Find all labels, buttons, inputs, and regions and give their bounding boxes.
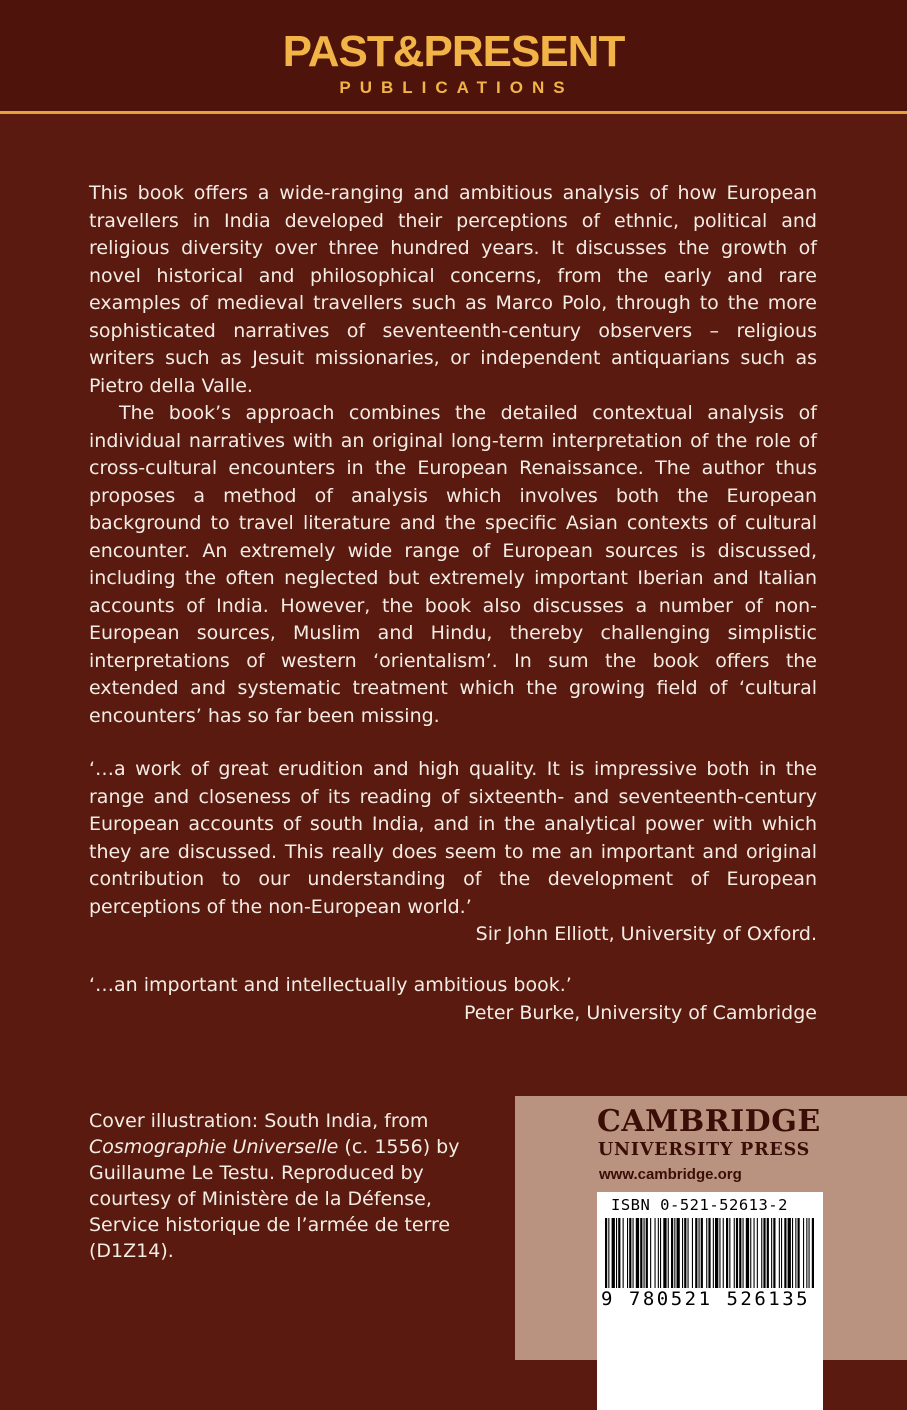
review-quote: ‘…an important and intellectually ambitious book.’ [89, 974, 572, 996]
series-logo-subtitle: PUBLICATIONS [339, 78, 574, 97]
credit-suffix: (c. 1556) by Guillaume Le Testu. Reproduced by courtesy of Ministère de la Défense, Service historique de l’armée de terre (D1Z14). [89, 1136, 460, 1262]
description-paragraph-1: This book offers a wide-ranging and ambitious analysis of how European travellers in India developed their perceptions of ethnic, political and religious diversity over three hundred years. It discusses the growth of novel historical and philosophical concerns, from the early and rare examples of medieval travellers such as Marco Polo, through to the more sophisticated narratives of seventeenth-century observers – religious writers such as Jesuit missionaries, or independent antiquarians such as Pietro della Valle. [89, 182, 817, 397]
credit-title: Cosmographie Universelle [89, 1136, 339, 1158]
book-description [89, 180, 817, 730]
publisher-press: UNIVERSITY PRESS [598, 1140, 811, 1160]
review-2 [89, 972, 817, 1027]
series-logo: PAST&PRESENT [282, 27, 625, 76]
publisher-name: CAMBRIDGE [597, 1104, 821, 1139]
review-attribution: Peter Burke, University of Cambridge [463, 1001, 817, 1024]
barcode-digits: 9 780521 526135 [601, 1288, 811, 1310]
isbn-label: ISBN 0-521-52613-2 [611, 1196, 788, 1214]
isbn-barcode-box [597, 1192, 823, 1410]
series-header [0, 0, 907, 114]
credit-prefix: Cover illustration: South India, from [89, 1110, 429, 1132]
review-attribution: Sir John Elliott, University of Oxford. [475, 923, 817, 945]
review-quote: ‘…a work of great erudition and high quality. It is impressive both in the range and closeness of its reading of sixteenth- and seventeenth-century European accounts of south India, and in the analytical power with which they are discussed. This really does seem to me an important and original contribution to our understanding of the development of European perceptions of the non-European world.’ [89, 758, 817, 918]
description-paragraph-2: The book’s approach combines the detailed contextual analysis of individual narratives with an original long-term interpretation of the role of cross-cultural encounters in the European Renaissance. The author thus proposes a method of analysis which involves both the European background to travel literature and the specific Asian contexts of cultural encounter. An extremely wide range of European sources is discussed, including the often neglected but extremely important Iberian and Italian accounts of India. However, the book also discusses a number of non-European sources, Muslim and Hindu, thereby challenging simplistic interpretations of western ‘orientalism’. In sum the book offers the extended and systematic treatment which the growing field of ‘cultural encounters’ has so far been missing. [89, 402, 817, 727]
publisher-panel [515, 1096, 907, 1360]
cover-illustration-credit [89, 1108, 499, 1264]
barcode-icon [603, 1218, 817, 1288]
publisher-url: www.cambridge.org [599, 1166, 742, 1183]
review-1 [89, 756, 817, 949]
